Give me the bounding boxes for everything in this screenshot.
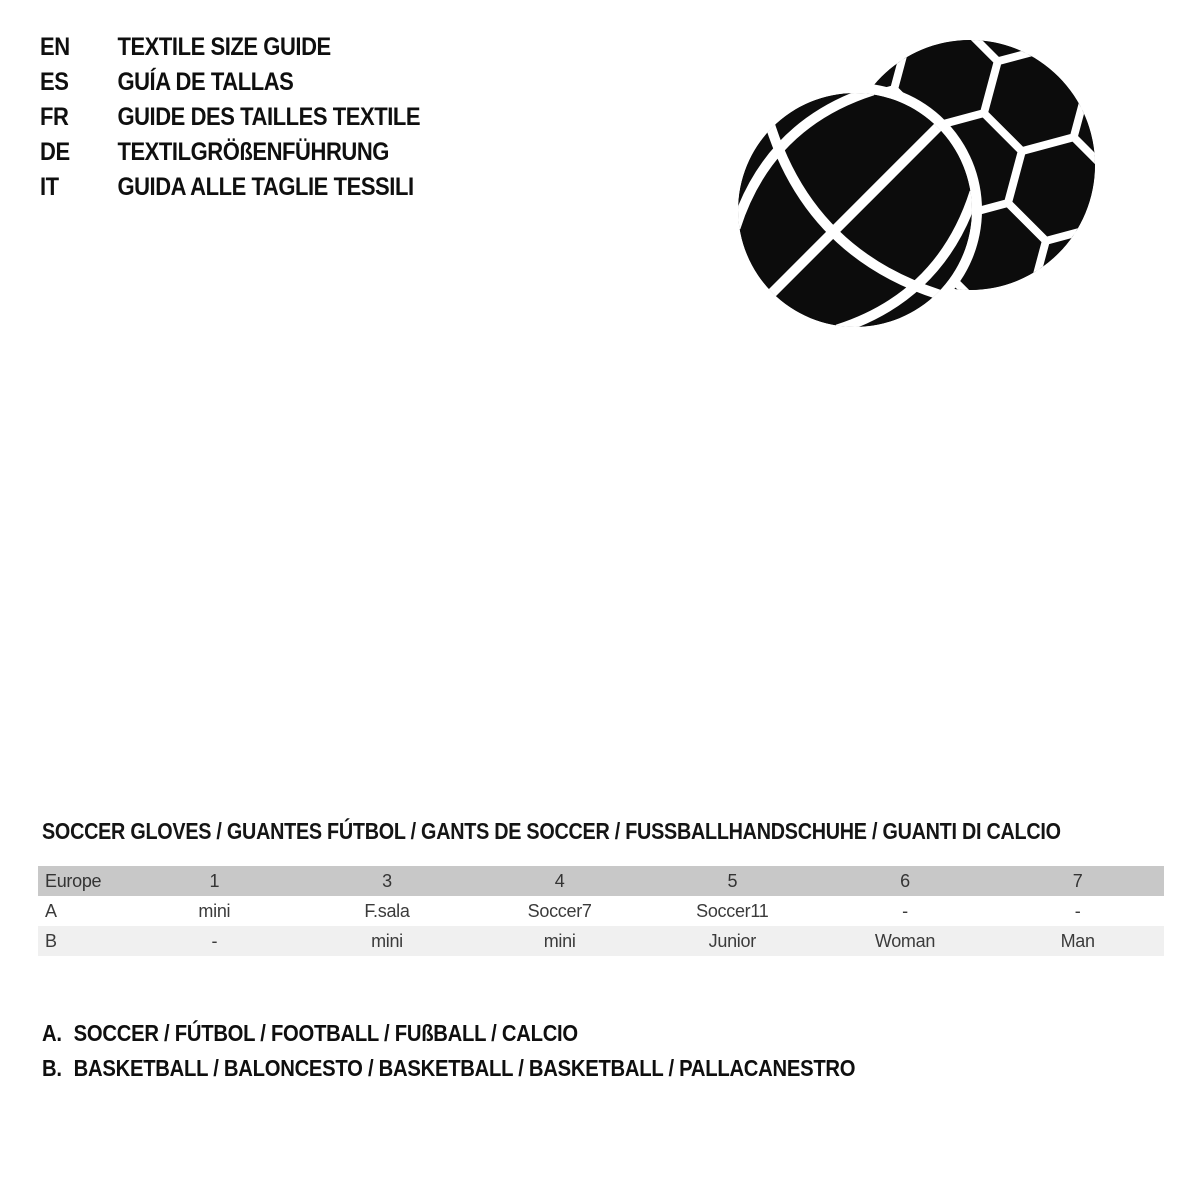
list-item: [40, 170, 420, 205]
table-cell: -: [211, 930, 218, 951]
column-header: 7: [1072, 870, 1083, 891]
language-code: ES: [40, 68, 69, 96]
language-label: TEXTILGRÖßENFÜHRUNG: [117, 138, 389, 166]
table-cell: Soccer11: [696, 900, 769, 921]
table-cell: mini: [198, 900, 231, 921]
legend-key: A.: [42, 1020, 62, 1046]
table-cell: -: [1074, 900, 1081, 921]
size-table: [38, 866, 1164, 956]
language-label: GUÍA DE TALLAS: [117, 68, 294, 96]
column-header: 6: [900, 870, 910, 891]
list-item: [40, 135, 420, 170]
balls-illustration: [730, 40, 1100, 340]
table-cell: Man: [1060, 930, 1095, 951]
column-header: 5: [727, 870, 738, 891]
column-header: 3: [382, 870, 392, 891]
legend-label: BASKETBALL / BALONCESTO / BASKETBALL / BASKETBALL / PALLACANESTRO: [73, 1055, 856, 1081]
language-code: IT: [40, 173, 59, 201]
column-header: 1: [209, 870, 220, 891]
table-cell: mini: [371, 930, 403, 951]
table-row: [38, 896, 1164, 926]
language-code: EN: [40, 33, 70, 61]
language-label: TEXTILE SIZE GUIDE: [117, 33, 331, 61]
table-cell: Junior: [708, 930, 756, 951]
row-label: A: [45, 900, 57, 921]
table-title: SOCCER GLOVES / GUANTES FÚTBOL / GANTS DE SOCCER / FUSSBALLHANDSCHUHE / GUANTI DI CALCIO: [42, 818, 1061, 844]
table-cell: Woman: [874, 930, 936, 951]
column-header: Europe: [45, 870, 102, 891]
column-header: 4: [554, 870, 565, 891]
legend-key: B.: [42, 1055, 62, 1081]
list-item: [40, 100, 420, 135]
row-label: B: [45, 930, 57, 951]
list-item: [40, 30, 420, 65]
table-header-row: [38, 866, 1164, 896]
language-code: FR: [40, 103, 69, 131]
table-row: [38, 926, 1164, 956]
table-cell: Soccer7: [527, 900, 592, 921]
list-item: [40, 65, 420, 100]
language-code: DE: [40, 138, 70, 166]
legend: [42, 1016, 966, 1086]
language-label: GUIDA ALLE TAGLIE TESSILI: [117, 173, 414, 201]
table-cell: -: [902, 900, 908, 921]
language-label: GUIDE DES TAILLES TEXTILE: [117, 103, 421, 131]
legend-label: SOCCER / FÚTBOL / FOOTBALL / FUßBALL / CALCIO: [73, 1020, 578, 1046]
legend-item: [42, 1051, 855, 1086]
table-cell: F.sala: [364, 900, 410, 921]
table-cell: mini: [543, 930, 576, 951]
language-list: [40, 30, 472, 205]
legend-item: [42, 1016, 855, 1051]
